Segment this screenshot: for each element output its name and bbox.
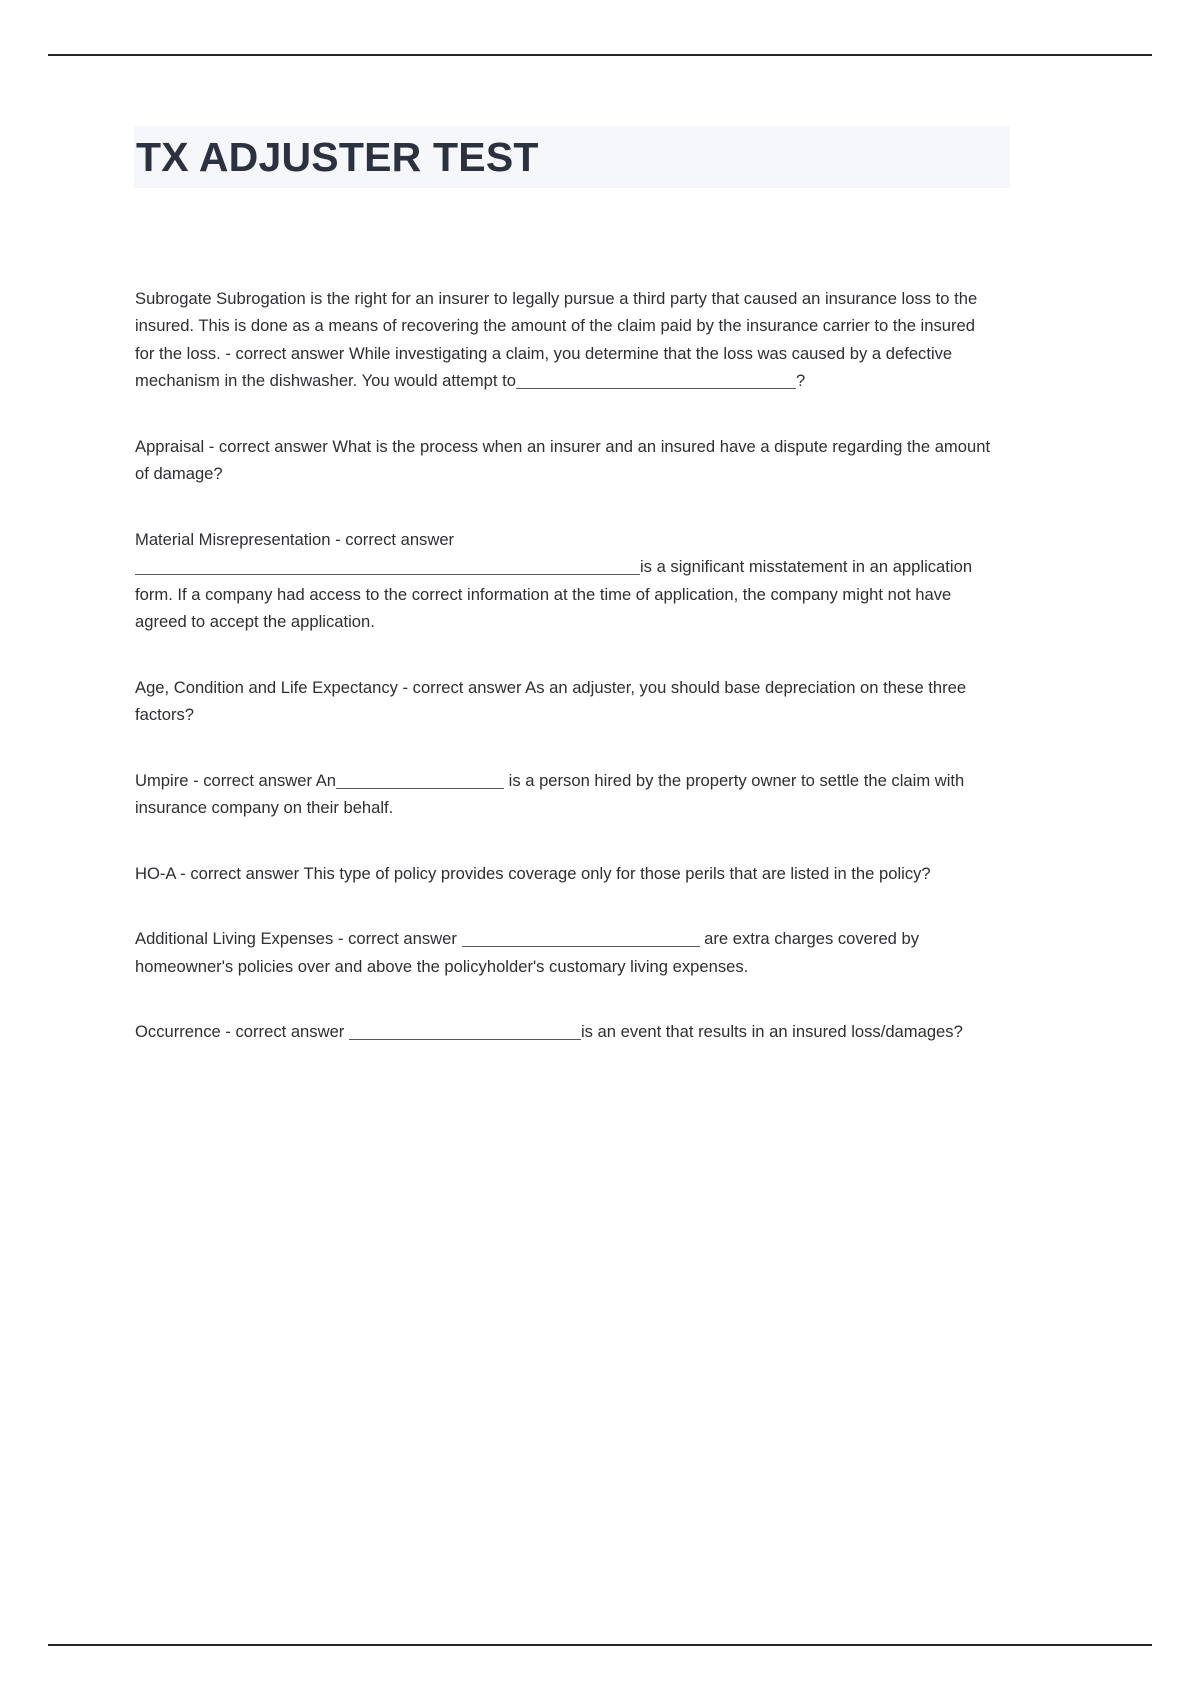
fill-in-blank [135,560,640,575]
qa-block-ho-a [135,860,997,888]
qa-block-appraisal [135,433,997,488]
qa-text-part1: Appraisal - correct answer What is the process when an insurer and an insured have a dispute regarding the amount of damage? [135,436,991,484]
document-body [135,268,997,1046]
fill-in-blank [516,374,796,389]
qa-text-part1: Additional Living Expenses - correct answer [135,929,462,949]
qa-block-occurrence [135,1018,997,1046]
page-title: TX ADJUSTER TEST [136,134,539,180]
qa-text-part2: ? [795,371,806,391]
fill-in-blank [336,774,504,789]
fill-in-blank [349,1025,581,1040]
qa-text-part1: Umpire - correct answer An [135,770,337,790]
qa-block-material-misrepresentation [135,526,997,636]
qa-text-part2: is an event that results in an insured loss/damages? [580,1022,963,1042]
qa-block-additional-living-expenses [135,925,997,980]
qa-text-part1: HO-A - correct answer This type of policy provides coverage only for those perils that are listed in the policy? [135,863,931,883]
qa-text-part2: is a significant misstatement in an application form. If a company had access to the correct information at the time of application, the company might not have agreed to accept the application. [135,557,973,632]
qa-text-part1: Subrogate Subrogation is the right for an insurer to legally pursue a third party that caused an insurance loss to the insured. This is done as a means of recovering the amount of the claim paid by the insurance carrier to the insured for the loss. - correct answer While investigating a claim, you determine that the loss was caused by a defective mechanism in the dishwasher. You would attempt to [135,288,978,391]
qa-block-depreciation-factors [135,674,997,729]
qa-text-part1: Age, Condition and Life Expectancy - correct answer As an adjuster, you should base depreciation on these three factors? [135,677,967,725]
qa-text-part2: is a person hired by the property owner to settle the claim with insurance company on their behalf. [135,770,965,818]
qa-text-part1: Material Misrepresentation - correct answer [135,529,455,549]
qa-text-part1: Occurrence - correct answer [135,1022,349,1042]
top-horizontal-rule [48,54,1152,56]
qa-text-part2: are extra charges covered by homeowner's policies over and above the policyholder's customary living expenses. [135,929,920,976]
qa-block-subrogation [135,285,997,395]
fill-in-blank [462,932,700,947]
qa-block-umpire [135,767,997,822]
bottom-horizontal-rule [48,1644,1152,1646]
